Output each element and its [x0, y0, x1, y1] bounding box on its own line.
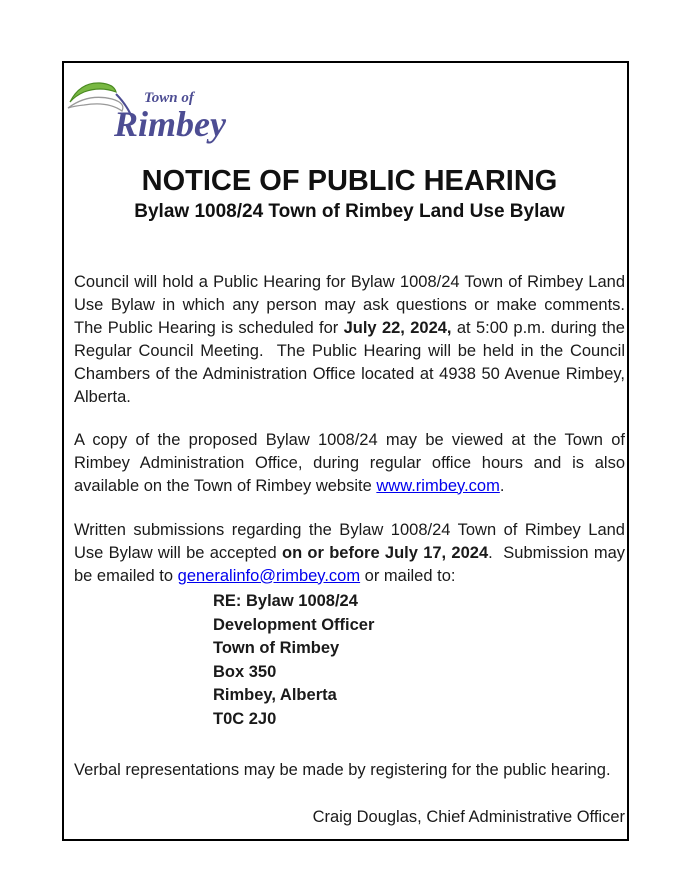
address-line: Town of Rimbey	[213, 639, 340, 657]
logo-name-text: Rimbey	[114, 104, 226, 144]
text-run: . Submission may be emailed to	[74, 543, 630, 585]
mailing-address-block	[213, 590, 374, 731]
paragraph-bylaw-viewing	[74, 429, 630, 498]
signature-line: Craig Douglas, Chief Administrative Officer	[312, 808, 625, 826]
text-run: at 5:00 p.m. during the Regular Council Meeting. The Public Hearing will be held in the Council Chambers of the Administration Office located at 4938 50 Avenue Rimbey, Alberta.	[74, 318, 630, 406]
paragraph-written-submissions	[74, 519, 630, 588]
text-run: A copy of the proposed Bylaw 1008/24 may be viewed at the Town of Rimbey Administration Office, during regular office hours and is also available on the Town of Rimbey website	[74, 430, 630, 495]
logo-town-of-text: Town of	[144, 90, 194, 106]
page-subtitle: Bylaw 1008/24 Town of Rimbey Land Use Bylaw	[134, 201, 565, 222]
text-run: Council will hold a Public Hearing for Bylaw 1008/24 Town of Rimbey Land Use Bylaw in which any person may ask questions or make comments. The Public Hearing is scheduled for	[74, 272, 630, 337]
bold-text-run: July 22, 2024,	[343, 318, 452, 337]
page-title: NOTICE OF PUBLIC HEARING	[141, 165, 558, 197]
rimbey-logo-graphic	[66, 78, 246, 150]
text-run: or mailed to:	[360, 566, 456, 585]
text-run: Written submissions regarding the Bylaw 1008/24 Town of Rimbey Land Use Bylaw will be accepted	[74, 520, 630, 562]
address-line: Rimbey, Alberta	[213, 686, 337, 704]
hyperlink[interactable]: www.rimbey.com	[376, 476, 500, 495]
paragraph-verbal-representations: Verbal representations may be made by registering for the public hearing.	[74, 760, 611, 779]
address-line: RE: Bylaw 1008/24	[213, 592, 358, 610]
hyperlink[interactable]: generalinfo@rimbey.com	[177, 566, 361, 585]
paragraph-hearing-details	[74, 271, 630, 409]
town-of-rimbey-logo	[66, 78, 246, 150]
address-line: Development Officer	[213, 615, 375, 634]
bold-text-run: on or before July 17, 2024	[281, 543, 489, 562]
text-run: .	[499, 476, 505, 495]
address-line: Box 350	[213, 662, 277, 681]
address-line: T0C 2J0	[213, 709, 277, 728]
